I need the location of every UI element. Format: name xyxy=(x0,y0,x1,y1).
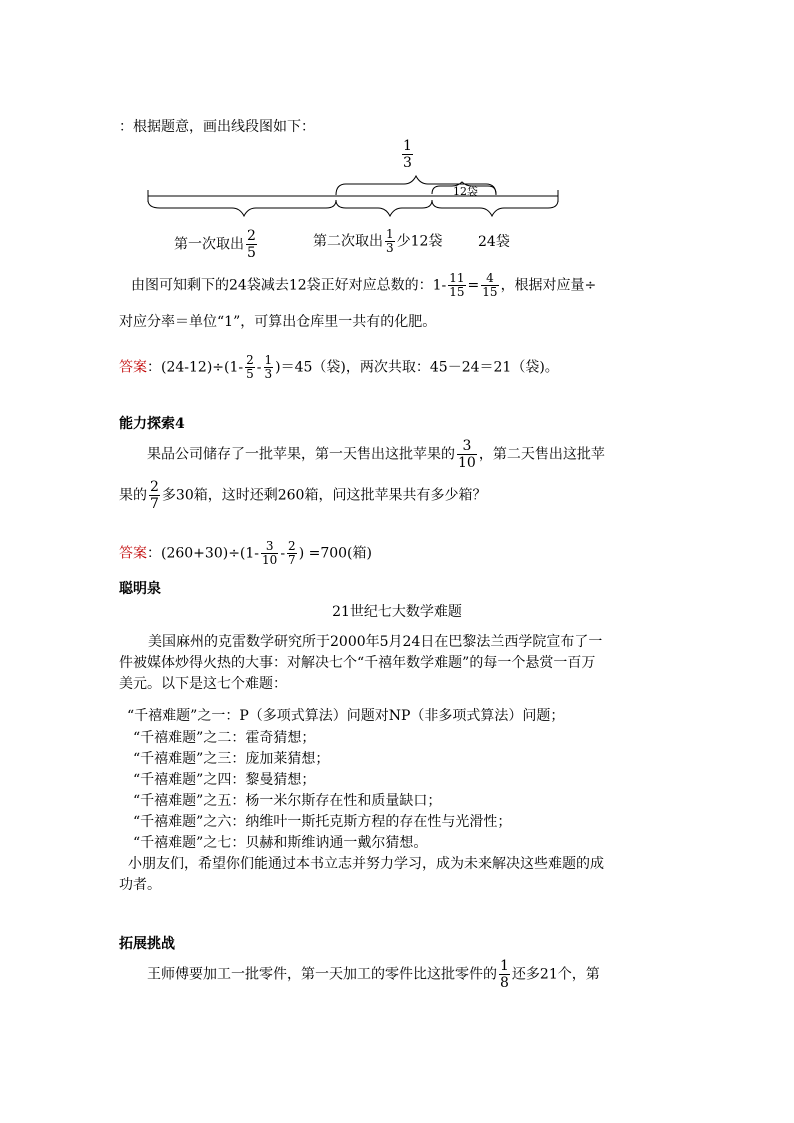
list-item: “千禧难题”之五：杨一米尔斯存在性和质量缺口； xyxy=(133,793,442,809)
list-item: “千禧难题”之四：黎曼猜想； xyxy=(133,772,316,788)
list-item: “千禧难题”之一：P（多项式算法）问题对NP（非多项式算法）问题； xyxy=(127,708,565,724)
spring-closing-line-2: 功者。 xyxy=(119,877,161,893)
segment-lines xyxy=(140,170,570,230)
analysis-line-2: 对应分率＝单位“1”，可算出仓库里一共有的化肥。 xyxy=(119,314,437,330)
explore-line-1: 果品公司储存了一批苹果，第一天售出这批苹果的 $\frac{3}{10}$ ，第二天售出这批苹 xyxy=(147,438,605,471)
explore-heading: 能力探索4 xyxy=(119,416,185,432)
answer-1: 答案：(24-12)÷(1- $\frac{2}{5}$ - $\frac{1}{3}$ )＝45（袋)，两次共取：45－24＝21（袋)。 xyxy=(119,353,559,381)
list-item: “千禧难题”之七：贝赫和斯维讷通一戴尔猜想。 xyxy=(133,835,428,851)
list-item: “千禧难题”之二：霍奇猜想； xyxy=(133,730,316,746)
spring-title: 21世纪七大数学难题 xyxy=(332,604,462,620)
intro-text: ：根据题意，画出线段图如下： xyxy=(119,119,315,135)
explore-line-2: 果的 $\frac{2}{7}$ 多30箱，这时还剩260箱，问这批苹果共有多少箱？ xyxy=(119,479,487,512)
challenge-line-1: 王师傅要加工一批零件，第一天加工的零件比这批零件的 $\frac{1}{8}$ 还多21个，第 xyxy=(147,958,600,991)
label-first: 第一次取出 $\frac{2}{5}$ xyxy=(174,228,256,261)
list-item: “千禧难题”之六：纳维叶一斯托克斯方程的存在性与光滑性； xyxy=(133,814,512,830)
analysis-line-1: 由图可知剩下的24袋减去12袋正好对应总数的：1- $\frac{11}{15}$ = $\frac{4}{15}$ ，根据对应量÷ xyxy=(131,271,597,299)
challenge-heading: 拓展挑战 xyxy=(119,936,175,952)
answer-label: 答案 xyxy=(119,359,147,376)
label-third: 24袋 xyxy=(478,234,510,250)
answer-2: 答案：(260+30)÷(1- $\frac{3}{10}$ - $\frac{2}{7}$ ) =700(箱) xyxy=(119,539,372,567)
spring-heading: 聪明泉 xyxy=(119,581,161,597)
list-item: “千禧难题”之三：庞加莱猜想； xyxy=(133,751,330,767)
spring-para-line-1: 美国麻州的克雷数学研究所于2000年5月24日在巴黎法兰西学院宣布了一 xyxy=(148,634,603,650)
label-second: 第二次取出 $\frac{1}{3}$ 少12袋 xyxy=(313,227,443,255)
small-label: 12袋 xyxy=(453,185,478,198)
top-fraction: $\frac{1}{3}$ xyxy=(403,138,412,171)
spring-closing-line-1: 小朋友们，希望你们能通过本书立志并努力学习，成为未来解决这些难题的成 xyxy=(128,856,604,872)
spring-para-line-3: 美元。以下是这七个难题： xyxy=(119,676,287,692)
answer-label: 答案 xyxy=(119,545,147,562)
spring-para-line-2: 件被媒体炒得火热的大事：对解决七个“千禧年数学难题”的每一个悬赏一百万 xyxy=(119,655,596,671)
